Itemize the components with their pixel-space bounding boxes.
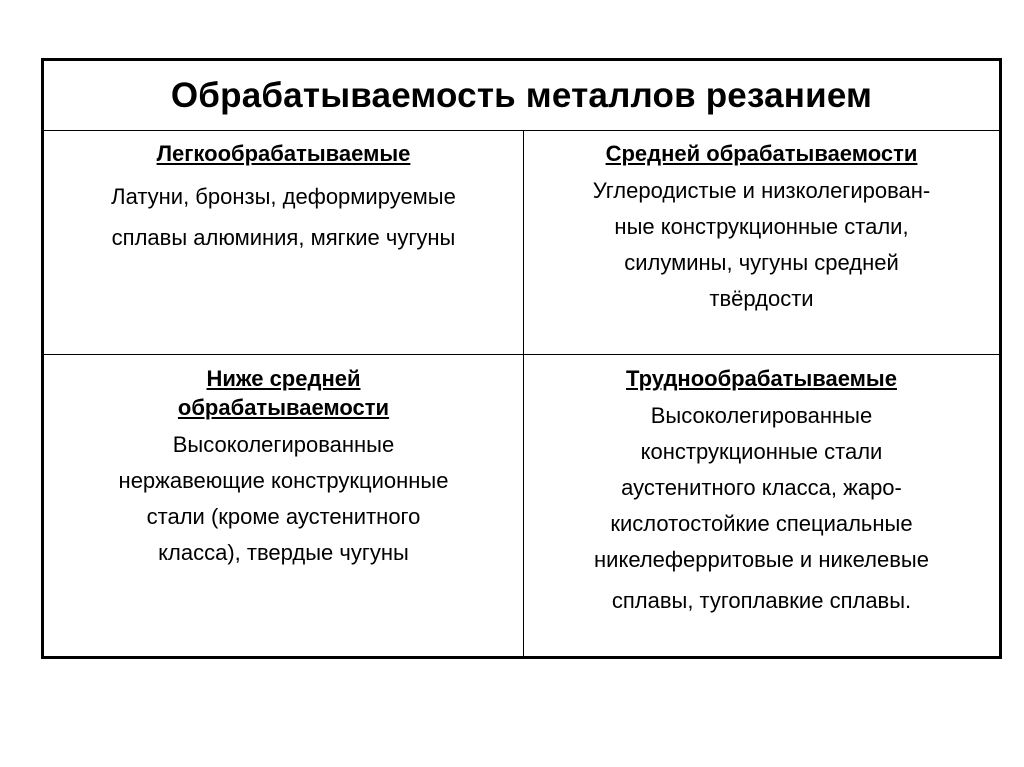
cell-body bbox=[524, 398, 999, 619]
cell-heading bbox=[524, 139, 999, 168]
cell-heading bbox=[524, 364, 999, 393]
cell-hard-machinable bbox=[524, 355, 999, 656]
cell-heading bbox=[44, 364, 523, 422]
cell-body-line: твёрдости bbox=[709, 286, 814, 311]
cell-heading-line: Ниже средней bbox=[206, 366, 361, 391]
cell-body-line: силумины, чугуны средней bbox=[624, 250, 899, 275]
cell-body-line: Углеродистые и низколегирован- bbox=[592, 178, 931, 203]
cell-heading-line: обрабатываемости bbox=[177, 395, 390, 420]
cell-body-line: никелеферритовые и никелевые bbox=[594, 547, 929, 572]
cell-body-line: аустенитного класса, жаро- bbox=[621, 475, 902, 500]
cell-heading-line: Легкообрабатываемые bbox=[156, 141, 411, 166]
cell-heading-line: Средней обрабатываемости bbox=[605, 141, 918, 166]
cell-body bbox=[524, 173, 999, 317]
cell-body-line: нержавеющие конструкционные bbox=[118, 468, 449, 493]
cell-body-line: сплавы, тугоплавкие сплавы. bbox=[611, 588, 912, 613]
cell-body-line: Латуни, бронзы, деформируемые bbox=[111, 184, 456, 209]
cell-heading bbox=[44, 139, 523, 168]
cell-body-line: ные конструкционные стали, bbox=[614, 214, 909, 239]
cell-medium-machinable bbox=[524, 131, 999, 355]
cell-body-line: сплавы алюминия, мягкие чугуны bbox=[111, 225, 456, 250]
cell-heading-line: Труднообрабатываемые bbox=[626, 366, 897, 391]
table-title-row bbox=[44, 61, 999, 131]
table-title: Обрабатываемость металлов резанием bbox=[170, 75, 873, 115]
cell-body-line: Высоколегированные bbox=[172, 432, 395, 457]
cell-body-line: стали (кроме аустенитного bbox=[146, 504, 421, 529]
cell-body-line: конструкционные стали bbox=[640, 439, 883, 464]
cell-body-line: Высоколегированные bbox=[650, 403, 873, 428]
cell-body-line: кислотостойкие специальные bbox=[610, 511, 913, 536]
machinability-table bbox=[41, 58, 1002, 659]
cell-body bbox=[44, 427, 523, 571]
cell-body-line: класса), твердые чугуны bbox=[158, 540, 409, 565]
cell-easy-machinable bbox=[44, 131, 524, 355]
cell-body bbox=[44, 176, 523, 258]
cell-below-medium-machinable bbox=[44, 355, 524, 656]
